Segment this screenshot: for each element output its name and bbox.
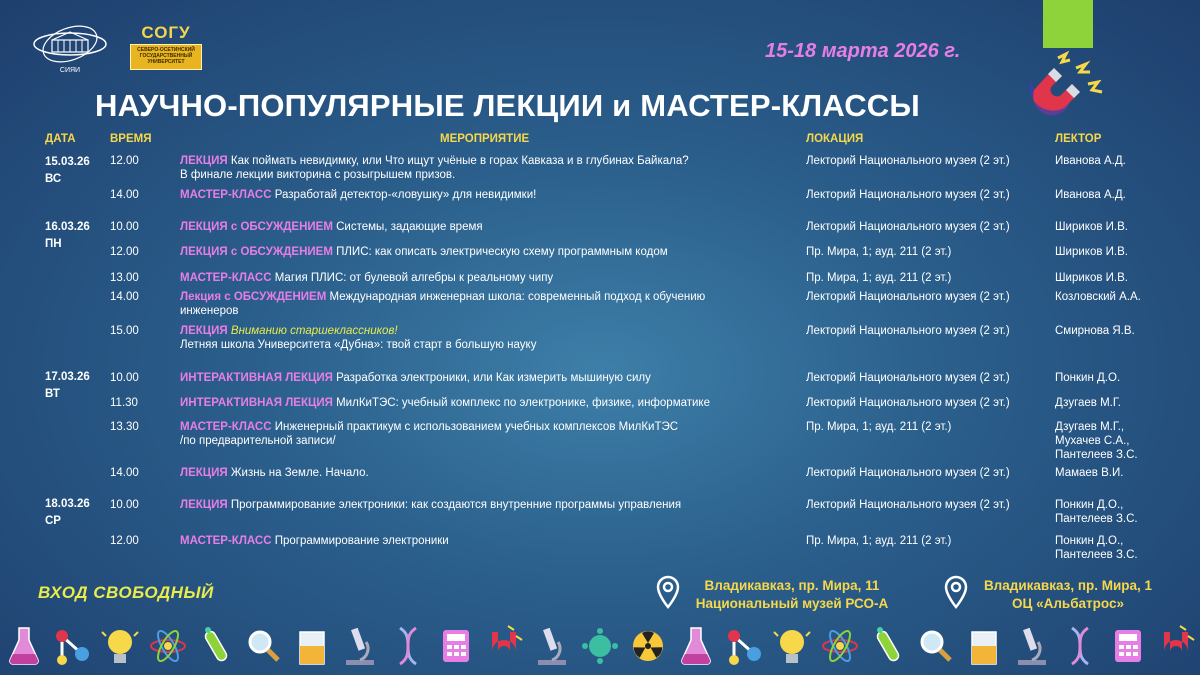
row-lecturer [1055, 534, 1138, 562]
row-time: 12.00 [110, 155, 139, 167]
sogu-logo [130, 24, 202, 74]
day-label: 17.03.26 ВТ [45, 371, 90, 400]
beaker-icon [300, 632, 324, 664]
row-time: 14.00 [110, 189, 139, 201]
science-icons-strip [0, 616, 1200, 675]
lecturer-name: Мамаев В.И. [1055, 467, 1124, 479]
row-lecturer [1055, 396, 1121, 410]
event-type-label: ЛЕКЦИЯ [180, 325, 228, 337]
row-lecturer [1055, 324, 1135, 338]
magnet-icon [492, 626, 522, 652]
row-event [180, 466, 800, 480]
flask-icon [682, 628, 710, 664]
atom-icon [823, 628, 857, 663]
event-title: Как поймать невидимку, или Что ищут учёные в горах Кавказа и в глубинах Байкала? [227, 155, 689, 167]
dna-icon [1072, 628, 1088, 664]
row-event [180, 371, 800, 385]
event-subtitle: инженеров [180, 305, 239, 317]
lecturer-name: Дзугаев М.Г., [1055, 421, 1125, 433]
column-header-event: МЕРОПРИЯТИЕ [440, 133, 530, 145]
row-lecturer [1055, 220, 1128, 234]
row-lecturer [1055, 245, 1128, 259]
event-title: МилКиТЭС: учебный комплекс по электронике, физике, информатике [332, 397, 710, 409]
lecturer-name: Понкин Д.О., [1055, 499, 1124, 511]
lecturer-name: Шириков И.В. [1055, 272, 1128, 284]
decorative-green-bar [1043, 0, 1093, 48]
lightbulb-icon [102, 630, 138, 663]
row-time: 13.00 [110, 272, 139, 284]
molecule-icon [56, 630, 89, 665]
event-type-label: Лекция с ОБСУЖДЕНИЕМ [180, 291, 327, 303]
sogu-logo-text: СОГУ [141, 23, 191, 42]
page-title: НАУЧНО-ПОПУЛЯРНЫЕ ЛЕКЦИИ и МАСТЕР-КЛАССЫ [95, 88, 920, 123]
row-lecturer [1055, 290, 1141, 304]
row-time: 13.30 [110, 421, 139, 433]
row-location: Лекторий Национального музея (2 эт.) [806, 325, 1010, 337]
event-title: Разработай детектор-«ловушку» для невидимки! [271, 189, 537, 201]
lecturer-name: Понкин Д.О., [1055, 535, 1124, 547]
event-type-label: ЛЕКЦИЯ [180, 155, 228, 167]
row-location: Лекторий Национального музея (2 эт.) [806, 372, 1010, 384]
day-label: 16.03.26 ПН [45, 221, 90, 250]
day-label: 15.03.26 ВС [45, 156, 90, 185]
atom-icon [151, 628, 185, 663]
dna-icon [400, 628, 416, 664]
row-event [180, 498, 800, 512]
microscope-icon [346, 628, 374, 665]
event-title: ПЛИС: как описать электрическую схему программным кодом [332, 246, 668, 258]
event-type-label: МАСТЕР-КЛАСС [180, 535, 272, 547]
event-type-label: МАСТЕР-КЛАСС [180, 189, 272, 201]
event-title: Жизнь на Земле. Начало. [227, 467, 369, 479]
address-museum: Владикавказ, пр. Мира, 11 Национальный музей РСО-А [695, 578, 889, 611]
lecturer-name: Иванова А.Д. [1055, 155, 1126, 167]
event-subtitle: В финале лекции викторина с розыгрышем призов. [180, 169, 456, 181]
row-location: Лекторий Национального музея (2 эт.) [806, 221, 1010, 233]
microscope-icon [538, 628, 566, 665]
event-type-label: ИНТЕРАКТИВНАЯ ЛЕКЦИЯ [180, 372, 333, 384]
event-title: Программирование электроники: как создаются внутренние программы управления [227, 499, 682, 511]
virus-icon [582, 628, 618, 664]
row-time: 12.00 [110, 535, 139, 547]
microscope-icon [1018, 628, 1046, 665]
event-title: Разработка электроники, или Как измерить мышиную силу [332, 372, 651, 384]
row-event [180, 188, 800, 202]
event-title: Магия ПЛИС: от булевой алгебры к реальному чипу [271, 272, 554, 284]
row-time: 11.30 [110, 397, 138, 409]
radiation-icon [632, 631, 663, 661]
event-title: Международная инженерная школа: современный подход к обучению [326, 291, 706, 303]
row-location: Лекторий Национального музея (2 эт.) [806, 499, 1010, 511]
event-type-label: ЛЕКЦИЯ с ОБСУЖДЕНИЕМ [180, 246, 333, 258]
row-event [180, 324, 800, 352]
row-location: Пр. Мира, 1; ауд. 211 (2 эт.) [806, 535, 952, 547]
row-lecturer [1055, 271, 1128, 285]
row-location: Лекторий Национального музея (2 эт.) [806, 467, 1010, 479]
lecturer-name: Шириков И.В. [1055, 246, 1128, 258]
lecturer-name: Иванова А.Д. [1055, 189, 1126, 201]
event-type-label: МАСТЕР-КЛАСС [180, 272, 272, 284]
event-type-label: ЛЕКЦИЯ с ОБСУЖДЕНИЕМ [180, 221, 333, 233]
row-location: Лекторий Национального музея (2 эт.) [806, 291, 1010, 303]
calculator-icon [1115, 630, 1141, 662]
row-lecturer [1055, 154, 1126, 168]
event-title: Инженерный практикум с использованием учебных комплексов МилКиТЭС [271, 421, 679, 433]
free-entry-label: ВХОД СВОБОДНЫЙ [38, 583, 214, 602]
row-lecturer [1055, 371, 1120, 385]
calculator-icon [443, 630, 469, 662]
column-header-date: ДАТА [45, 133, 76, 145]
magnet-icon [1164, 626, 1194, 652]
lecturer-name: Мухачев С.А., [1055, 435, 1130, 447]
row-location: Пр. Мира, 1; ауд. 211 (2 эт.) [806, 421, 952, 433]
row-location: Пр. Мира, 1; ауд. 211 (2 эт.) [806, 272, 952, 284]
flask-icon [10, 628, 38, 664]
lecturer-name: Шириков И.В. [1055, 221, 1128, 233]
column-header-location: ЛОКАЦИЯ [806, 133, 864, 145]
location-pin-icon [656, 575, 680, 614]
row-lecturer [1055, 498, 1138, 526]
magnifier-icon [250, 632, 278, 660]
sogu-logo-box: СЕВЕРО-ОСЕТИНСКИЙ ГОСУДАРСТВЕННЫЙ УНИВЕРСИТЕТ [130, 44, 202, 70]
row-event [180, 271, 800, 285]
event-dates: 15-18 марта 2026 г. [765, 40, 961, 62]
row-time: 10.00 [110, 221, 139, 233]
column-header-lecturer: ЛЕКТОР [1055, 133, 1102, 145]
magnet-icon [1022, 50, 1104, 130]
magnifier-icon [922, 632, 950, 660]
university-logo [30, 22, 110, 74]
row-lecturer [1055, 420, 1138, 462]
row-location: Пр. Мира, 1; ауд. 211 (2 эт.) [806, 246, 952, 258]
event-note: Вниманию старшеклассников! [227, 325, 398, 337]
column-header-time: ВРЕМЯ [110, 133, 152, 145]
lecturer-name: Смирнова Я.В. [1055, 325, 1135, 337]
row-location: Лекторий Национального музея (2 эт.) [806, 189, 1010, 201]
lecturer-name: Пантелеев З.С. [1055, 549, 1138, 561]
lecturer-name: Пантелеев З.С. [1055, 449, 1138, 461]
day-label: 18.03.26 СР [45, 498, 90, 527]
lecturer-name: Дзугаев М.Г. [1055, 397, 1121, 409]
event-type-label: ЛЕКЦИЯ [180, 499, 228, 511]
row-event [180, 396, 800, 410]
event-type-label: ИНТЕРАКТИВНАЯ ЛЕКЦИЯ [180, 397, 333, 409]
row-time: 12.00 [110, 246, 139, 258]
row-lecturer [1055, 188, 1126, 202]
lecturer-name: Пантелеев З.С. [1055, 513, 1138, 525]
row-time: 14.00 [110, 291, 139, 303]
row-lecturer [1055, 466, 1123, 480]
event-title: Программирование электроники [271, 535, 449, 547]
row-time: 10.00 [110, 499, 139, 511]
row-event [180, 245, 800, 259]
location-pin-icon [944, 575, 968, 614]
event-subtitle: Летняя школа Университета «Дубна»: твой старт в большую науку [180, 339, 537, 351]
row-time: 10.00 [110, 372, 139, 384]
molecule-icon [728, 630, 761, 665]
row-event [180, 534, 800, 548]
row-time: 14.00 [110, 467, 139, 479]
event-type-label: МАСТЕР-КЛАСС [180, 421, 272, 433]
lecturer-name: Понкин Д.О. [1055, 372, 1121, 384]
test-tube-icon [876, 627, 901, 662]
row-location: Лекторий Национального музея (2 эт.) [806, 397, 1010, 409]
event-title: Системы, задающие время [332, 221, 483, 233]
logo-label: СИЯИ [59, 67, 81, 74]
address-albatros: Владикавказ, пр. Мира, 1 ОЦ «Альбатрос» [983, 578, 1153, 611]
row-event [180, 420, 800, 448]
row-event [180, 290, 800, 318]
event-type-label: ЛЕКЦИЯ [180, 467, 228, 479]
row-location: Лекторий Национального музея (2 эт.) [806, 155, 1010, 167]
lecturer-name: Козловский А.А. [1055, 291, 1141, 303]
row-event [180, 154, 800, 182]
beaker-icon [972, 632, 996, 664]
row-time: 15.00 [110, 325, 139, 337]
event-subtitle: /по предварительной записи/ [180, 435, 336, 447]
row-event [180, 220, 800, 234]
lightbulb-icon [774, 630, 810, 663]
test-tube-icon [204, 627, 229, 662]
